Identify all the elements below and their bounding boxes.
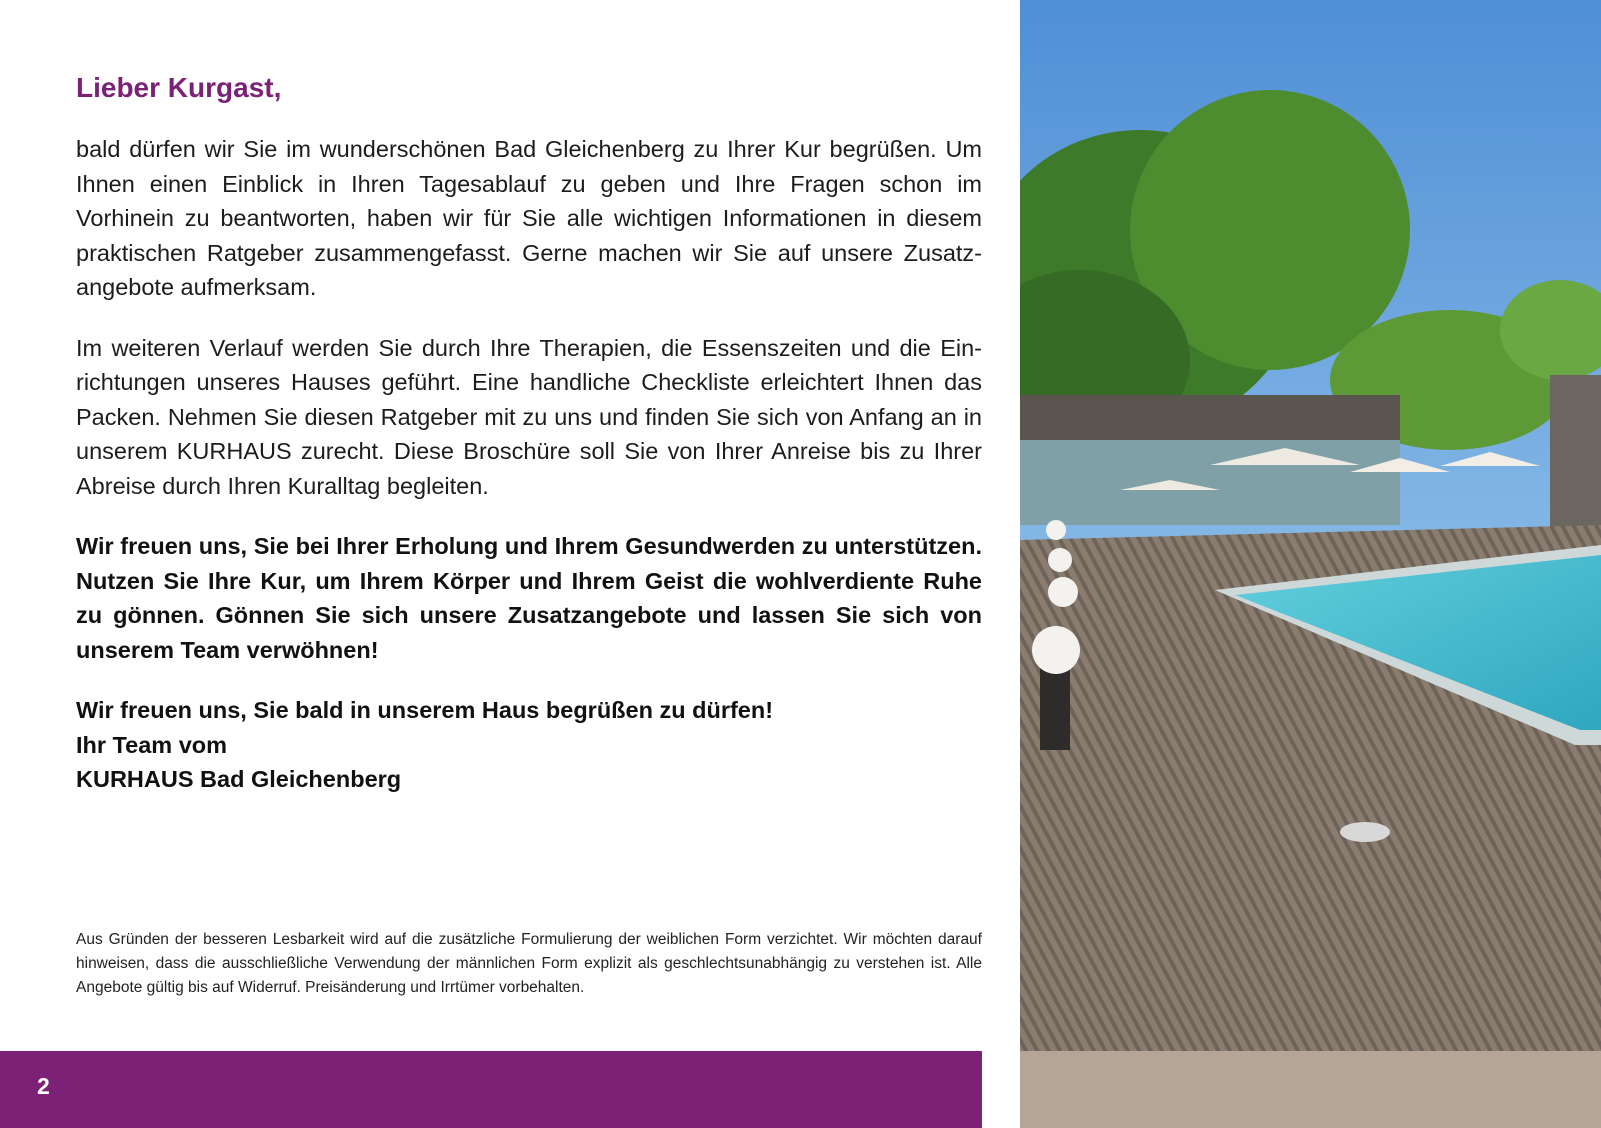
closing-line: Wir freuen uns, Sie bald in unserem Haus begrüßen zu dürfen!	[76, 697, 774, 723]
greeting-heading: Lieber Kurgast,	[76, 72, 282, 103]
disclaimer-footnote: Aus Gründen der besseren Lesbarkeit wird auf die zusätzliche Formulierung der weiblichen Form verzichtet. Wir möchten darauf hinweisen, dass die ausschließliche Verwendung der männlichen Form explizit als geschlechtsunabhängig zu verstehen ist. Alle Angebote gültig bis auf Widerruf. Preisänderung und Irrtümer vorbehalten.	[76, 931, 982, 996]
closing-line: KURHAUS Bad Gleichenberg	[76, 766, 402, 792]
footer-bar	[0, 1051, 982, 1128]
photo-strip	[1020, 1051, 1601, 1128]
closing-line: Ihr Team vom	[76, 731, 228, 758]
letter-body	[76, 70, 982, 797]
guide-paragraph: Im weiteren Verlauf werden Sie durch Ihre Therapien, die Essenszeiten und die Einrichtungen unseres Hauses geführt. Eine handliche Checkliste erleichtert Ihnen das Packen. Nehmen Sie diesen Ratgeber mit zu uns und finden Sie sich von Anfang an in unserem KURHAUS zurecht. Diese Broschüre soll Sie von Ihrer Anreise bis zu Ihrer Abreise durch Ihren Kuralltag begleiten.	[76, 334, 982, 499]
pool-photo-icon	[1020, 0, 1601, 1051]
emphasis-paragraph: Wir freuen uns, Sie bei Ihrer Erholung und Ihrem Gesundwerden zu unterstützen. Nutzen Sie Ihre Kur, um Ihrem Körper und Ihrem Geist die wohlverdiente Ruhe zu gönnen. Gönnen Sie sich unsere Zusatzangebote und lassen Sie sich von unserem Team verwöhnen!	[76, 533, 982, 663]
page-number: 2	[37, 1073, 50, 1099]
intro-paragraph: bald dürfen wir Sie im wunderschönen Bad Gleichenberg zu Ihrer Kur begrüßen. Um Ihnen einen Einblick in Ihren Tagesablauf zu geben und Ihre Fragen schon im Vorhinein zu beantworten, haben wir für Sie alle wichtigen Informationen in diesem praktischen Ratgeber zusammengefasst. Gerne machen wir Sie auf unsere Zusatzangebote aufmerksam.	[76, 136, 982, 300]
pool-photo	[1020, 0, 1601, 1051]
closing-signature	[76, 693, 982, 797]
